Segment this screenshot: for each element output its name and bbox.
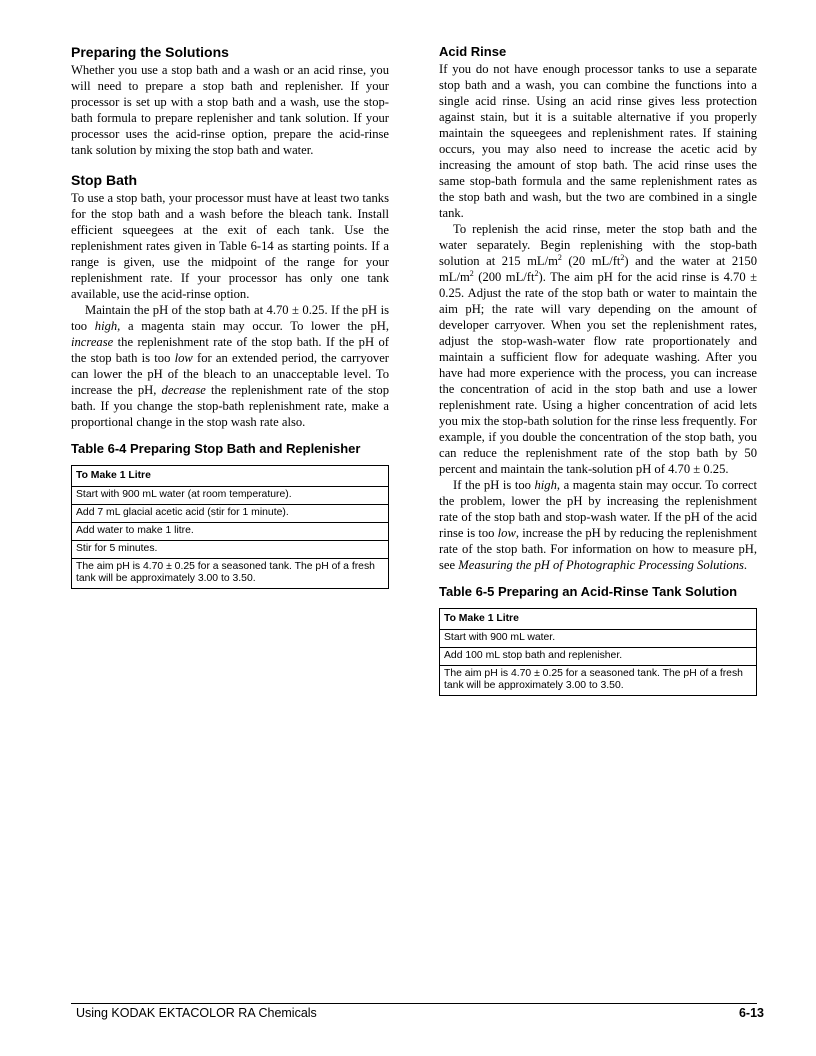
table-6-4 — [71, 465, 389, 589]
preparing-solutions-heading: Preparing the Solutions — [71, 44, 229, 60]
footer-title: Using KODAK EKTACOLOR RA Chemicals — [76, 1006, 317, 1020]
acid-rinse-heading: Acid Rinse — [439, 44, 507, 59]
right-column — [439, 43, 757, 696]
acid-rinse-paragraph-1: If you do not have enough processor tanks to use a separate stop bath and a wash, you can combine the functions into a single acid rinse. Using an acid rinse gives less protection against stain, but it is a suitable alternative if you properly maintain the squeegees and replenishment rates. If staining occurs, you may also need to increase the acetic acid by increasing the amount of stop bath. The acid rinse uses the same stop-bath formula and the same replenishment rates as the stop bath and wash, but the two are combined in a single tank. — [439, 62, 757, 220]
table-row: The aim pH is 4.70 ± 0.25 for a seasoned tank. The pH of a fresh tank will be approximately 3.00 to 3.50. — [72, 559, 389, 589]
preparing-solutions-paragraph: Whether you use a stop bath and a wash or an acid rinse, you will need to prepare a stop bath and replenisher. If your processor is set up with a stop bath and a wash, use the stop-bath formula to prepare replenisher and tank solution. If your processor uses the acid-rinse option, prepare the acid-rinse tank solution by mixing the stop bath and water. — [71, 63, 389, 157]
stop-bath-paragraph-1: To use a stop bath, your processor must have at least two tanks for the stop bath and a wash before the bleach tank. Install efficient squeegees at the exit of each tank. Use the replenishment rates given in Table 6-14 as starting points. If a range is given, use the midpoint of the range for your replenishment rate. If your processor has only one tank available, use the acid-rinse option. — [71, 191, 389, 301]
page-number: 6-13 — [738, 1006, 764, 1020]
acid-rinse-paragraph-2: To replenish the acid rinse, meter the stop bath and the water separately. Begin replenishing with the stop-bath solution at 215 $mL/m^2$ (20 $mL/ft^2$) and the water at 2150 $mL/m^2$ (200 $mL/ft^2$). The aim pH for the acid rinse is 4.70 ± 0.25. Adjust the rate of the stop bath or water to maintain the aim pH; the rate will vary depending on the amount of developer carryover. When you set the replenishment rates, adjust the stop-wash-water flow rate proportionately and maintain a sufficient flow for adequate washing. After you have had more experience with the process, you can increase the concentration of acid in the stop bath and use a lower replenishment rate. Using a higher concentration of acid lets you mix the stop-bath solution for the rinse less frequently. For example, if you double the concentration of the stop bath, you can reduce the replenishment rate of the stop bath by 50 percent and maintain the tank-solution pH of 4.70 ± 0.25. — [439, 222, 758, 476]
table-row: Add 100 mL stop bath and replenisher. — [440, 648, 757, 666]
table-row: Start with 900 mL water (at room temperature). — [72, 487, 389, 505]
table-6-5 — [439, 608, 757, 696]
table-6-4-title: Table 6-4 Preparing Stop Bath and Replenisher — [71, 441, 361, 456]
table-row: Start with 900 mL water. — [440, 630, 757, 648]
stop-bath-paragraph-2: Maintain the pH of the stop bath at 4.70 ± 0.25. If the pH is too high, a magenta stain may occur. To lower the pH, increase the replenishment rate of the stop bath. If the pH of the stop bath is too low for an extended period, the carryover can lower the pH of the bleach to an unacceptable level. To increase the pH, decrease the replenishment rate of the stop bath. If you change the stop-bath replenishment rate, make a proportional change in the stop wash rate also. — [71, 303, 390, 429]
stop-bath-heading: Stop Bath — [71, 172, 138, 188]
footer-divider — [71, 1003, 757, 1004]
table-row: The aim pH is 4.70 ± 0.25 for a seasoned tank. The pH of a fresh tank will be approximately 3.00 to 3.50. — [440, 666, 757, 696]
table-6-5-title: Table 6-5 Preparing an Acid-Rinse Tank Solution — [439, 584, 738, 599]
table-row: Add water to make 1 litre. — [72, 523, 389, 541]
left-column — [71, 43, 389, 589]
table-6-4-header: To Make 1 Litre — [72, 466, 389, 487]
acid-rinse-paragraph-3: If the pH is too high, a magenta stain may occur. To correct the problem, lower the pH by increasing the replenishment rate of the stop bath and stop-wash water. If the pH of the acid rinse is too low, increase the pH by reducing the replenishment rate of the stop bath. For information on how to measure pH, see Measuring the pH of Photographic Processing Solutions. — [439, 478, 757, 572]
measuring-ph-reference: Measuring the pH of Photographic Processing Solutions — [458, 558, 744, 572]
table-6-5-header: To Make 1 Litre — [440, 609, 757, 630]
table-row: Add 7 mL glacial acetic acid (stir for 1 minute). — [72, 505, 389, 523]
table-row: Stir for 5 minutes. — [72, 541, 389, 559]
